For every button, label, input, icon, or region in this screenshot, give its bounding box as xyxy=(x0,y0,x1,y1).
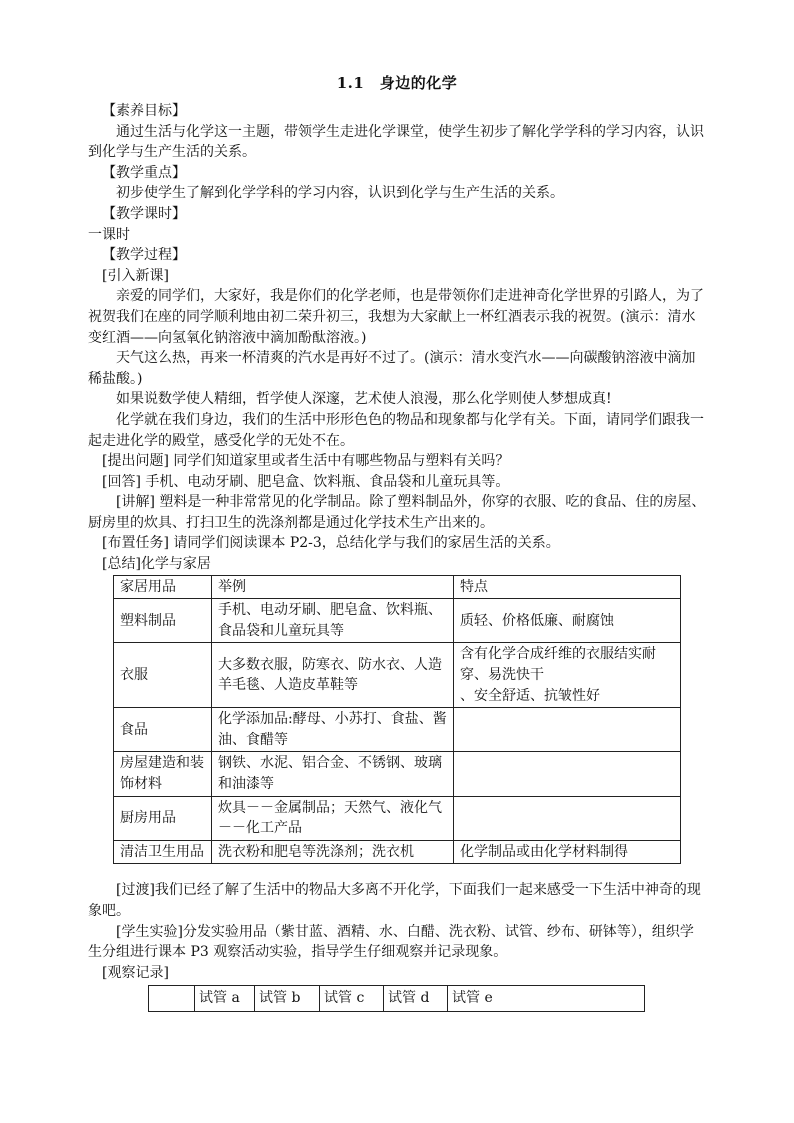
section-heading-process: 【教学过程】 xyxy=(102,247,186,264)
table-header-cell: 特点 xyxy=(454,575,681,599)
observation-table xyxy=(148,985,645,1012)
table-cell: 塑料制品 xyxy=(114,599,212,643)
paragraph-goals: 通过生活与化学这一主题，带领学生走进化学课堂，使学生初步了解化学学科的学习内容，认识到化学与生产生活的关系。 xyxy=(88,123,704,161)
table-cell: 钢铁、水泥、铝合金、不锈钢、玻璃和油漆等 xyxy=(212,752,454,796)
table-cell: 含有化学合成纤维的衣服结实耐穿、易洗快干 、安全舒适、抗皱性好 xyxy=(454,643,681,708)
table-cell: 清洁卫生用品 xyxy=(114,840,212,864)
observation-header-row xyxy=(149,986,645,1012)
table-row xyxy=(114,796,681,840)
table-cell xyxy=(454,752,681,796)
household-chemistry-table xyxy=(113,575,681,865)
paragraph-focus: 初步使学生了解到化学学科的学习内容，认识到化学与生产生活的关系。 xyxy=(116,185,564,202)
observation-header-cell: 试管 d xyxy=(384,986,448,1012)
paragraph-task: [布置任务] 请同学们阅读课本 P2-3，总结化学与我们的家居生活的关系。 xyxy=(102,535,560,552)
table-cell: 化学制品或由化学材料制得 xyxy=(454,840,681,864)
observation-header-cell: 试管 e xyxy=(448,986,645,1012)
table-cell: 食品 xyxy=(114,708,212,752)
table-header-row xyxy=(114,575,681,599)
table-cell: 房屋建造和装饰材料 xyxy=(114,752,212,796)
table-cell: 炊具－－金属制品；天然气、液化气－－化工产品 xyxy=(212,796,454,840)
table-cell: 质轻、价格低廉、耐腐蚀 xyxy=(454,599,681,643)
observation-header-cell xyxy=(149,986,195,1012)
section-heading-hours: 【教学课时】 xyxy=(102,205,186,222)
table-cell: 厨房用品 xyxy=(114,796,212,840)
table-cell xyxy=(454,708,681,752)
subheading-intro: [引入新课] xyxy=(102,267,169,284)
paragraph-intro-3: 如果说数学使人精细，哲学使人深邃，艺术使人浪漫，那么化学则使人梦想成真! xyxy=(116,391,612,408)
page-title: 1.1 身边的化学 xyxy=(336,74,458,92)
paragraph-hours: 一课时 xyxy=(88,226,130,243)
paragraph-intro-2: 天气这么热，再来一杯清爽的汽水是再好不过了。(演示：清水变汽水——向碳酸钠溶液中滴加稀盐酸。) xyxy=(88,350,696,387)
table-row xyxy=(114,840,681,864)
table-cell: 大多数衣服，防寒衣、防水衣、人造羊毛毯、人造皮革鞋等 xyxy=(212,643,454,708)
table-row xyxy=(114,752,681,796)
observation-header-cell: 试管 c xyxy=(320,986,384,1012)
paragraph-intro-1: 亲爱的同学们，大家好，我是你们的化学老师，也是带领你们走进神奇化学世界的引路人，为了祝贺我们在座的同学顺利地由初二荣升初三，我想为大家献上一杯红酒表示我的祝贺。(演示：清水变红酒——向氢氧化钠溶液中滴加酚酞溶液。) xyxy=(88,288,704,346)
paragraph-question: [提出问题] 同学们知道家里或者生活中有哪些物品与塑料有关吗？ xyxy=(102,453,510,470)
observation-header-cell: 试管 a xyxy=(195,986,255,1012)
table-cell: 化学添加品:酵母、小苏打、食盐、酱油、食醋等 xyxy=(212,708,454,752)
table-row xyxy=(114,599,681,643)
paragraph-transition: [过渡]我们已经了解了生活中的物品大多离不开化学，下面我们一起来感受一下生活中神奇的现象吧。 xyxy=(88,882,701,919)
paragraph-record: [观察记录] xyxy=(102,964,169,981)
table-header-cell: 举例 xyxy=(212,575,454,599)
paragraph-answer: [回答] 手机、电动牙刷、肥皂盒、饮料瓶、食品袋和儿童玩具等。 xyxy=(102,473,510,490)
paragraph-experiment: [学生实验]分发实验用品（紫甘蓝、酒精、水、白醋、洗衣粉、试管、纱布、研钵等），组织学生分组进行课本 P3 观察活动实验，指导学生仔细观察并记录现象。 xyxy=(88,923,694,961)
table-cell: 衣服 xyxy=(114,643,212,708)
section-heading-goals: 【素养目标】 xyxy=(102,103,186,119)
table-row xyxy=(114,643,681,708)
paragraph-explain: [讲解] 塑料是一种非常常见的化学制品。除了塑料制品外，你穿的衣服、吃的食品、住的房屋、厨房里的炊具、打扫卫生的洗涤剂都是通过化学技术生产出来的。 xyxy=(88,494,706,531)
document-body xyxy=(88,101,706,1012)
paragraph-intro-4: 化学就在我们身边，我们的生活中形形色色的物品和现象都与化学有关。下面，请同学们跟我一起走进化学的殿堂，感受化学的无处不在。 xyxy=(88,411,704,449)
table-cell xyxy=(454,796,681,840)
table-header-cell: 家居用品 xyxy=(114,575,212,599)
observation-header-cell: 试管 b xyxy=(255,986,320,1012)
table-row xyxy=(114,708,681,752)
table-cell: 洗衣粉和肥皂等洗涤剂；洗衣机 xyxy=(212,840,454,864)
section-heading-focus: 【教学重点】 xyxy=(102,164,186,181)
table-cell: 手机、电动牙刷、肥皂盒、饮料瓶、食品袋和儿童玩具等 xyxy=(212,599,454,643)
paragraph-summary: [总结]化学与家居 xyxy=(102,556,211,573)
